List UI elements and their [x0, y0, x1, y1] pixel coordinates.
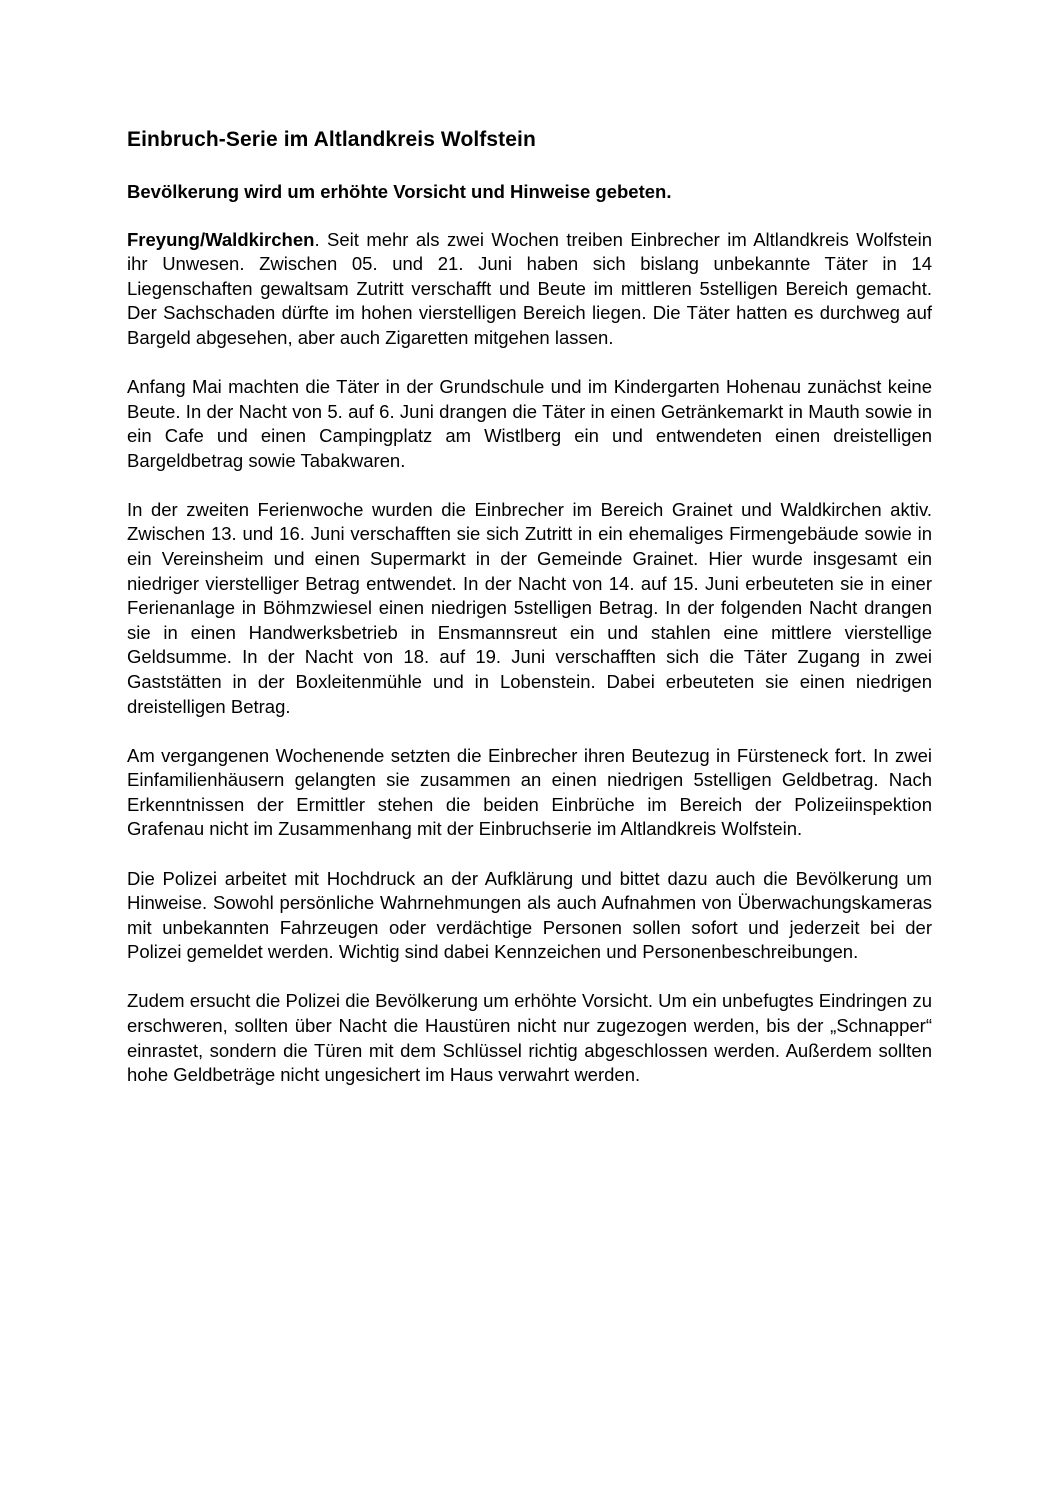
paragraph-3: In der zweiten Ferienwoche wurden die Einbrecher im Bereich Grainet und Waldkirchen aktiv. Zwischen 13. und 16. Juni verschafften sie sich Zutritt in ein ehemaliges Firmengebäude sowie in ein Vereinsheim und einen Supermarkt in der Gemeinde Grainet. Hier wurde insgesamt ein niedriger vierstelliger Betrag entwendet. In der Nacht von 14. auf 15. Juni erbeuteten sie in einer Ferienanlage in Böhmzwiesel einen niedrigen 5stelligen Betrag. In der folgenden Nacht drangen sie in einen Handwerksbetrieb in Ensmannsreut ein und stahlen eine mittlere vierstellige Geldsumme. In der Nacht von 18. auf 19. Juni verschafften sich die Täter Zugang in zwei Gaststätten in der Boxleitenmühle und in Lobenstein. Dabei erbeuteten sie einen niedrigen dreistelligen Betrag.	[127, 498, 932, 717]
document-title: Einbruch-Serie im Altlandkreis Wolfstein	[127, 128, 536, 151]
paragraph-6: Zudem ersucht die Polizei die Bevölkerung um erhöhte Vorsicht. Um ein unbefugtes Eindringen zu erschweren, sollten über Nacht die Haustüren nicht nur zugezogen werden, bis der „Schnapper“ einrastet, sondern die Türen mit dem Schlüssel richtig abgeschlossen werden. Außerdem sollten hohe Geldbeträge nicht ungesichert im Haus verwahrt werden.	[127, 990, 932, 1086]
paragraph-text: . Seit mehr als zwei Wochen treiben Einbrecher im Altlandkreis Wolfstein ihr Unwesen. Zwischen 05. und 21. Juni haben sich bislang unbekannte Täter in 14 Liegenschaften gewaltsam Zutritt verschafft und Beute im mittleren 5stelligen Bereich gemacht. Der Sachschaden dürfte im hohen vierstelligen Bereich liegen. Die Täter hatten es durchweg auf Bargeld abgesehen, aber auch Zigaretten mitgehen lassen.	[127, 228, 932, 348]
paragraph-5: Die Polizei arbeitet mit Hochdruck an der Aufklärung und bittet dazu auch die Bevölkerung um Hinweise. Sowohl persönliche Wahrnehmungen als auch Aufnahmen von Überwachungskameras mit unbekannten Fahrzeugen oder verdächtige Personen sollen sofort und jederzeit bei der Polizei gemeldet werden. Wichtig sind dabei Kennzeichen und Personenbeschreibungen.	[127, 867, 932, 963]
document-subtitle: Bevölkerung wird um erhöhte Vorsicht und Hinweise gebeten.	[127, 181, 672, 202]
paragraph-2: Anfang Mai machten die Täter in der Grundschule und im Kindergarten Hohenau zunächst keine Beute. In der Nacht von 5. auf 6. Juni drangen die Täter in einen Getränkemarkt in Mauth sowie in ein Cafe und einen Campingplatz am Wistlberg ein und entwendeten einen dreistelligen Bargeldbetrag sowie Tabakwaren.	[127, 375, 932, 471]
paragraph-lead-location: Freyung/Waldkirchen	[127, 228, 315, 250]
paragraph-4: Am vergangenen Wochenende setzten die Einbrecher ihren Beutezug in Fürsteneck fort. In zwei Einfamilienhäusern gelangten sie zusammen an einen niedrigen 5stelligen Geldbetrag. Nach Erkenntnissen der Ermittler stehen die beiden Einbrüche im Bereich der Polizeiinspektion Grafenau nicht im Zusammenhang mit der Einbruchserie im Altlandkreis Wolfstein.	[127, 744, 932, 840]
document-page	[127, 125, 932, 1112]
paragraph-1	[127, 228, 932, 351]
